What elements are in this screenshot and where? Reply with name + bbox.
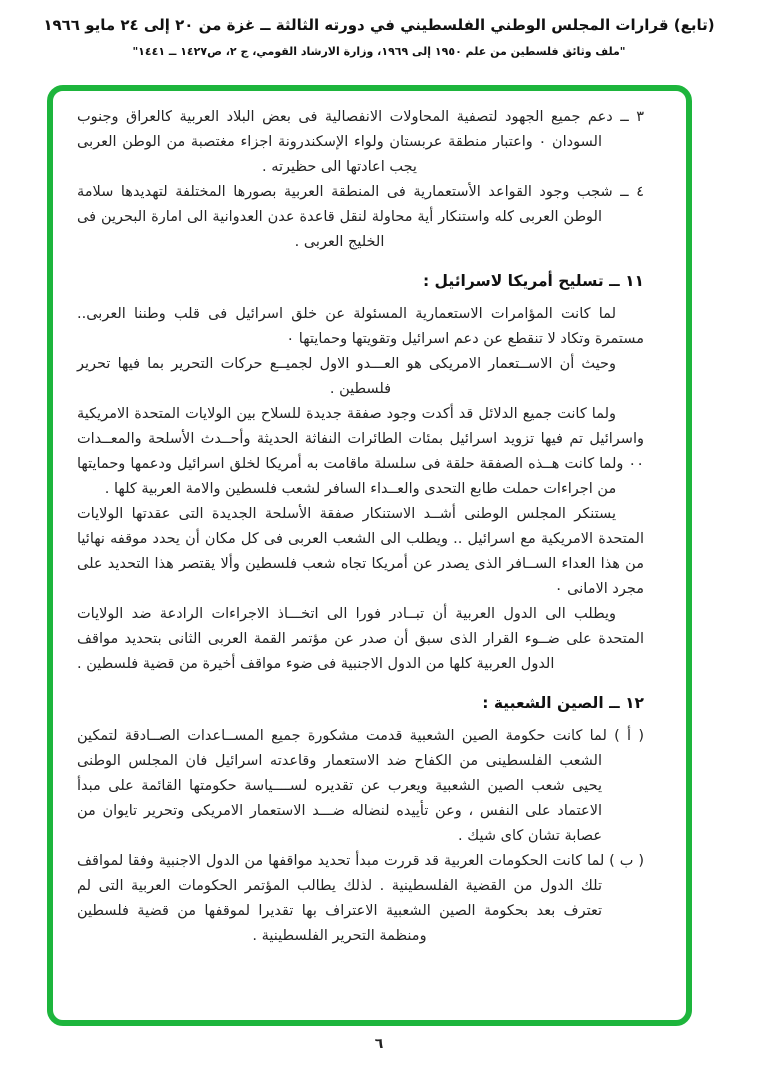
section-11-paragraph-2: وحيث أن الاســتعمار الامريكى هو العـــدو الاول لجميــع حركات التحرير بما فيها تحرير فلسطين . <box>77 356 616 397</box>
item-a-marker: ( أ ) <box>606 728 644 744</box>
page-header <box>0 12 758 62</box>
section-12-item-b <box>77 849 644 949</box>
green-border-frame <box>47 85 692 1026</box>
section-12-heading: ١٢ ــ الصين الشعبية : <box>482 694 644 712</box>
section-11-paragraph-1: لما كانت المؤامرات الاستعمارية المسئولة عن خلق اسرائيل فى قلب وطننا العربى.. مستمرة وتكاد لا تنقطع عن دعم اسرائيل وتقويتها وحمايتها ٠ <box>77 306 644 347</box>
section-11-paragraph-5: ويطلب الى الدول العربية أن تبــادر فورا الى اتخـــاذ الاجراءات الرادعة ضد الولايات المتحدة على ضــوء القرار الذى سبق أن صدر عن مؤتمر القمة العربى الثانى بتحديد مواقف الدول العربية كلها من الدول الاجنبية فى ضوء مواقف أخيرة من قضية فلسطين . <box>77 606 644 672</box>
item-4-text: شجب وجود القواعد الأستعمارية فى المنطقة العربية بصورها المختلفة لتهديدها سلامة الوطن العربى كله واستنكار أية محاولة لنقل قاعدة عدن العدوانية الى امارة البحرين فى الخليج العربى . <box>77 184 613 250</box>
item-3-text: دعم جميع الجهود لتصفية المحاولات الانفصالية فى بعض البلاد العربية كالعراق وجنوب السودان ٠ واعتبار منطقة عربستان ولواء الإسكندرونة اجزاء مغتصبة من الوطن العربى يجب اعادتها الى حظيرته . <box>77 109 613 175</box>
item-b-text: لما كانت الحكومات العربية قد قررت مبدأ تحديد مواقفها من الدول الاجنبية وفقا لمواقف تلك الدول من القضية الفلسطينية . لذلك يطالب المؤتمر الحكومات العربية التى لم تعترف بعد بحكومة الصين الشعبية الاعتراف بها تقديرا لموقفها من قضية فلسطين ومنظمة التحرير الفلسطينية . <box>77 853 605 944</box>
section-11-paragraph-4: يستنكر المجلس الوطنى أشــد الاستنكار صفقة الأسلحة الجديدة التى عقدتها الولايات المتحدة الامريكية مع اسرائيل .. ويطلب الى الشعب العربى فى كل مكان أن يحدد موقفه نهائيا من هذا العداء الســافر الذى يصدر عن أمريكا تجاه شعب فلسطين وألا يقتصر هذا التحديد على مجرد الامانى ٠ <box>77 506 644 597</box>
section-11-paragraph-3: ولما كانت جميع الدلائل قد أكدت وجود صفقة جديدة للسلاح بين الولايات المتحدة الامريكية واسرائيل تم فيها تزويد اسرائيل بمئات الطائرات النفاثة الحديثة وأحــدث الأسلحة والمعــدات ٠٠ ولما كانت هــذه الصفقة حلقة فى سلسلة ماقامت به أمريكا لخلق اسرائيل ودعمها وحمايتها من اجراءات حملت طابع التحدى والعــداء السافر لشعب فلسطين والامة العربية كلها . <box>77 406 644 497</box>
item-b-marker: ( ب ) <box>604 853 644 869</box>
item-4-number: ٤ ــ <box>612 184 645 200</box>
document-source-line: "ملف وثائق فلسطين من علم ١٩٥٠ إلى ١٩٦٩، وزارة الارشاد القومي، ج ٢، ص١٤٢٧ ــ ١٤٤١" <box>132 45 626 58</box>
document-title: (تابع) قرارات المجلس الوطني الفلسطيني في دورته الثالثة ــ غزة من ٢٠ إلى ٢٤ مايو ١٩٦٦ <box>43 16 715 34</box>
section-12-item-a <box>77 724 644 849</box>
section-11-heading: ١١ ــ تسليح أمريكا لاسرائيل : <box>422 272 644 290</box>
page-number: ٦ <box>374 1036 384 1052</box>
item-a-text: لما كانت حكومة الصين الشعبية قدمت مشكورة جميع المســاعدات الصــادقة لتمكين الشعب الفلسطينى من الكفاح ضد الاستعمار وقاعدته اسرائيل فان المجلس الوطنى يحيى شعب الصين الشعبية ويعرب عن تقديره لســــياسة حكومتها القائمة على مبدأ الاعتماد على النفس ، وعن تأييده لنضاله ضـــد الاستعمار الامريكى وتحرير تايوان من عصابة تشان كاى شيك . <box>77 728 607 844</box>
item-3-number: ٣ ــ <box>612 109 644 125</box>
resolution-item-3 <box>77 105 644 180</box>
resolution-item-4 <box>77 180 644 255</box>
